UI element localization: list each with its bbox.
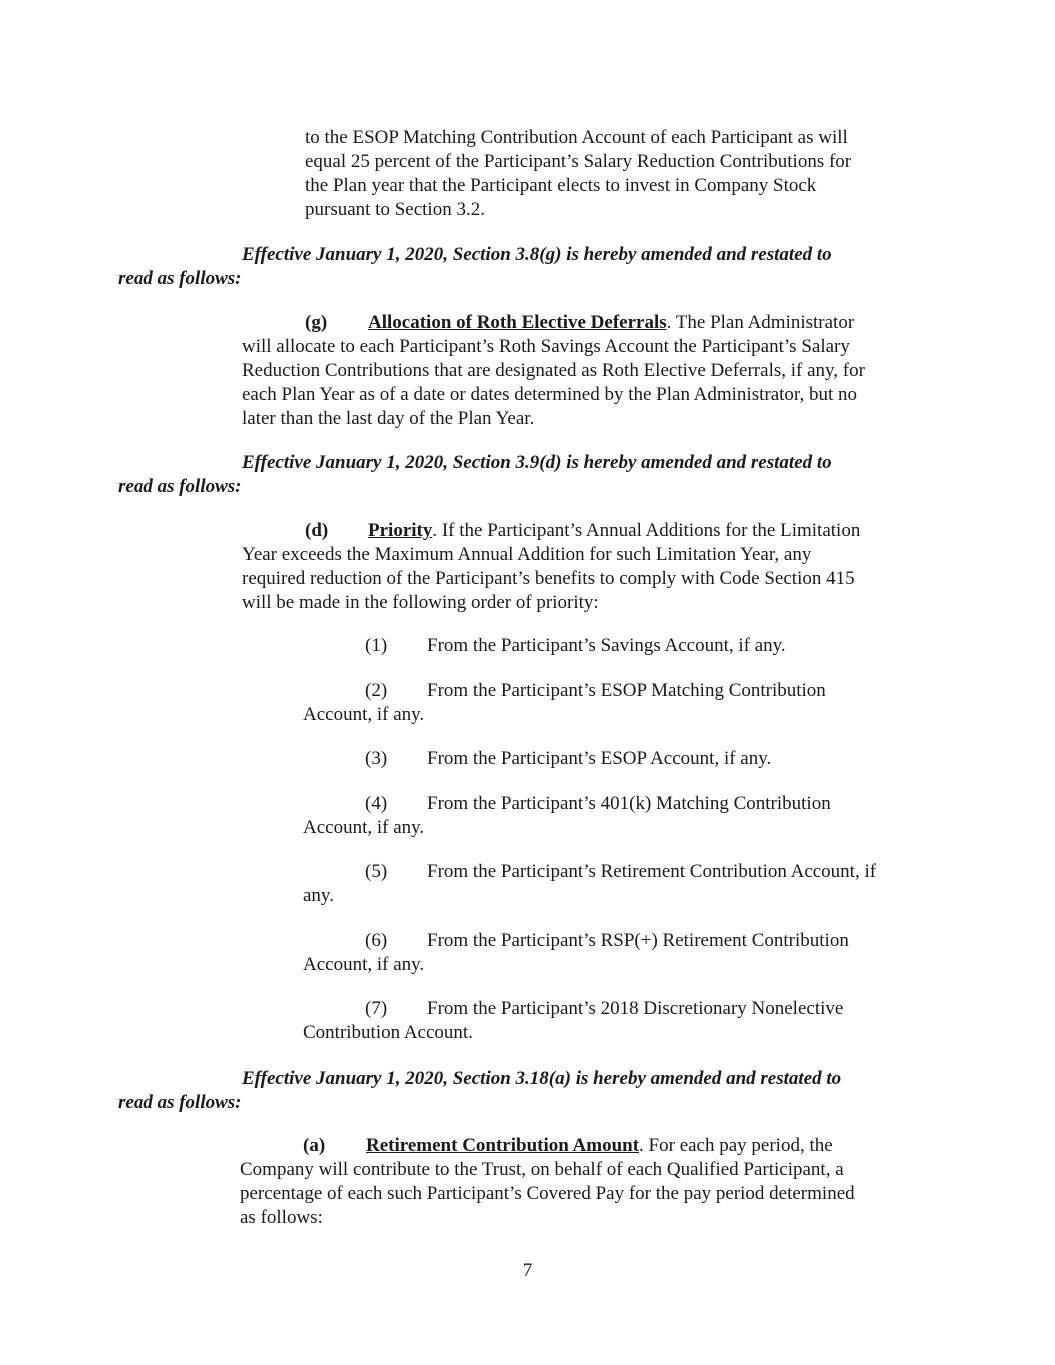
section-d-paragraph: (d) Priority. If the Participant’s Annual Additions for the Limitation Year exceeds the Maximum Annual Addition for such Limitation Year, any required reduction of the Participant’s benefits to comply with Code Section 415 will be made in the following order of priority:: [242, 520, 861, 613]
priority-item-2: (2) From the Participant’s ESOP Matching Contribution Account, if any.: [303, 680, 826, 725]
carryover-line: pursuant to Section 3.2.: [305, 199, 485, 220]
section-a-label: (a): [303, 1135, 326, 1156]
section-a-line: as follows:: [240, 1207, 323, 1228]
amendment-heading-3-8g: Effective January 1, 2020, Section 3.8(g) is hereby amended and restated to: [242, 244, 832, 265]
section-a-line: Company will contribute to the Trust, on behalf of each Qualified Participant, a: [240, 1159, 844, 1180]
amendment-heading-3-9d: Effective January 1, 2020, Section 3.9(d) is hereby amended and restated to: [242, 452, 832, 473]
priority-item-7: (7) From the Participant’s 2018 Discretionary Nonelective Contribution Account.: [303, 998, 844, 1043]
section-g-paragraph: (g) Allocation of Roth Elective Deferrals. The Plan Administrator will allocate to each Participant’s Roth Savings Account the Participant’s Salary Reduction Contributions that are designated as Roth Elective Deferrals, if any, for each Plan Year as of a date or dates determined by the Plan Administrator, but no later than the last day of the Plan Year.: [242, 312, 865, 429]
priority-item-3: (3) From the Participant’s ESOP Account, if any.: [365, 748, 772, 769]
priority-item-6: (6) From the Participant’s RSP(+) Retirement Contribution Account, if any.: [303, 930, 849, 975]
section-g-line: Reduction Contributions that are designated as Roth Elective Deferrals, if any, for: [242, 360, 865, 381]
priority-item-4: (4) From the Participant’s 401(k) Matching Contribution Account, if any.: [303, 793, 831, 838]
priority-item-1: (1) From the Participant’s Savings Account, if any.: [365, 635, 786, 656]
section-d-line: will be made in the following order of priority:: [242, 592, 599, 613]
section-a-paragraph: (a) Retirement Contribution Amount. For each pay period, the Company will contribute to the Trust, on behalf of each Qualified Participant, a percentage of each such Participant’s Covered Pay for the pay period determined as follows:: [240, 1135, 855, 1228]
section-d-line: Year exceeds the Maximum Annual Addition for such Limitation Year, any: [242, 544, 812, 565]
priority-item-5: (5) From the Participant’s Retirement Contribution Account, if any.: [303, 861, 877, 906]
section-d-label: (d): [305, 520, 329, 541]
section-g-line: later than the last day of the Plan Year.: [242, 408, 535, 429]
amendment-heading-3-9d-cont: read as follows:: [118, 476, 242, 497]
section-g-line: will allocate to each Participant’s Roth Savings Account the Participant’s Salary: [242, 336, 850, 357]
amendment-heading-3-8g-cont: read as follows:: [118, 268, 242, 289]
section-g-label: (g): [305, 312, 328, 333]
amendment-heading-3-18a: Effective January 1, 2020, Section 3.18(a) is hereby amended and restated to: [242, 1068, 842, 1089]
page-number: 7: [522, 1260, 533, 1281]
section-d-line: required reduction of the Participant’s benefits to comply with Code Section 415: [242, 568, 855, 589]
carryover-line: to the ESOP Matching Contribution Account of each Participant as will: [305, 127, 848, 148]
carryover-line: equal 25 percent of the Participant’s Salary Reduction Contributions for: [305, 151, 852, 172]
section-a-line: percentage of each such Participant’s Covered Pay for the pay period determined: [240, 1183, 855, 1204]
carryover-line: the Plan year that the Participant elects to invest in Company Stock: [305, 175, 817, 196]
section-d-title: Priority: [368, 520, 433, 541]
section-a-title: Retirement Contribution Amount: [366, 1135, 640, 1156]
carryover-paragraph: [305, 126, 851, 222]
amendment-heading-3-18a-cont: read as follows:: [118, 1092, 242, 1113]
section-g-line: each Plan Year as of a date or dates determined by the Plan Administrator, but no: [242, 384, 858, 405]
section-g-title: Allocation of Roth Elective Deferrals: [368, 312, 667, 333]
